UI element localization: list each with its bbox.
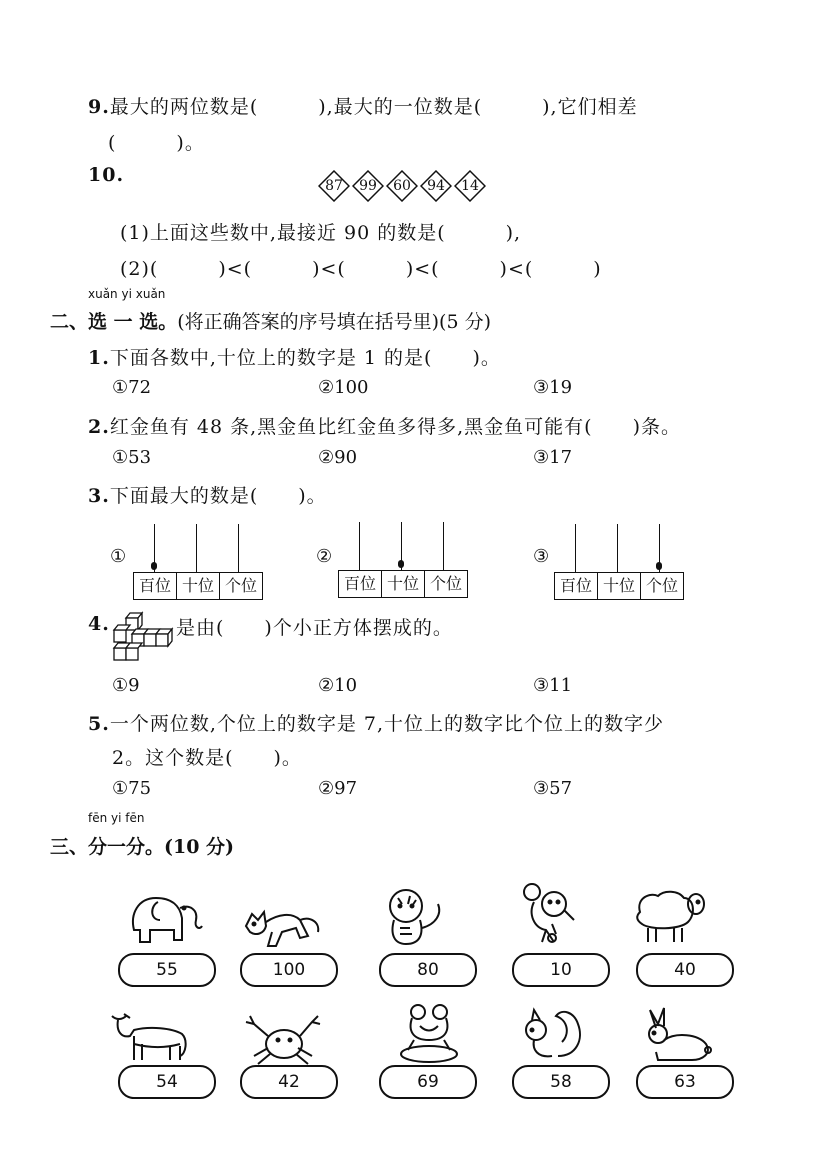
bead [398, 560, 404, 568]
question-10-part2: (2)( )<( )<( )<( )<( ) [120, 258, 602, 280]
option: ①75 [112, 778, 152, 799]
s2-question-4-text: 是由( )个小正方体摆成的。 [176, 617, 453, 639]
animal-number: 54 [118, 1065, 216, 1099]
diamond-number: 99 [352, 170, 384, 202]
diamond-number: 60 [386, 170, 418, 202]
bead [151, 562, 157, 570]
question-number: 10. [88, 164, 125, 186]
place-labels: 百位 十位 个位 [133, 572, 263, 600]
diamond-number: 87 [318, 170, 350, 202]
section-3-title: 三、分一分。(10 分) [50, 836, 235, 858]
option-mark: ③ [533, 546, 550, 567]
animal-number: 69 [379, 1065, 477, 1099]
question-10-number [88, 164, 124, 186]
question-9-line2: ( )。 [108, 132, 205, 154]
diamond-number: 94 [420, 170, 452, 202]
s2-question-2: 2.红金鱼有 48 条,黑金鱼比红金鱼多得多,黑金鱼可能有( )条。 [88, 416, 682, 438]
ox-icon [110, 1004, 190, 1068]
question-number: 9. [88, 96, 110, 118]
option: ②90 [318, 447, 358, 468]
animal-number: 63 [636, 1065, 734, 1099]
place-value-chart-1 [133, 524, 263, 602]
animal-number: 55 [118, 953, 216, 987]
option: ③11 [533, 675, 573, 696]
section-note: (将正确答案的序号填在括号里)(5 分) [177, 311, 492, 333]
rod-hundreds [575, 524, 576, 572]
crab-icon [244, 1008, 324, 1072]
section-2-pinyin: xuǎn yi xuǎn [88, 287, 166, 301]
option: ②97 [318, 778, 358, 799]
place-value-chart-3 [554, 524, 684, 602]
option: ②100 [318, 377, 369, 398]
rabbit-icon [636, 1006, 716, 1070]
monkey-icon [512, 880, 592, 944]
question-9 [88, 92, 638, 119]
option: ①72 [112, 377, 152, 398]
option: ①9 [112, 675, 140, 696]
option-mark: ② [316, 546, 333, 567]
s2-question-5-line2: 2。这个数是( )。 [112, 747, 302, 769]
tiger-icon [380, 884, 460, 948]
option: ②10 [318, 675, 358, 696]
option-mark: ① [110, 546, 127, 567]
elephant-icon [124, 884, 204, 948]
sheep-icon [630, 884, 710, 948]
s2-question-1: 1.下面各数中,十位上的数字是 1 的是( )。 [88, 347, 501, 369]
animal-number: 58 [512, 1065, 610, 1099]
s2-question-3: 3.下面最大的数是( )。 [88, 485, 327, 507]
number-diamonds [318, 170, 486, 202]
frog-icon [390, 1000, 470, 1064]
s2-question-5: 5.一个两位数,个位上的数字是 7,十位上的数字比个位上的数字少 [88, 713, 665, 735]
option: ③17 [533, 447, 573, 468]
option: ③57 [533, 778, 573, 799]
animal-number: 80 [379, 953, 477, 987]
section-2-heading [50, 307, 491, 334]
bead [656, 562, 662, 570]
place-value-chart-2 [338, 522, 468, 600]
squirrel-icon [512, 1000, 592, 1064]
animal-number: 42 [240, 1065, 338, 1099]
place-labels: 百位 十位 个位 [338, 570, 468, 598]
fox-icon [242, 892, 322, 956]
rod-ones [238, 524, 239, 572]
section-title: 二、选 一 选。 [50, 311, 178, 333]
diamond-number: 14 [454, 170, 486, 202]
rod-tens [196, 524, 197, 572]
rod-tens [617, 524, 618, 572]
rod-hundreds [359, 522, 360, 570]
animal-number: 100 [240, 953, 338, 987]
place-labels: 百位 十位 个位 [554, 572, 684, 600]
animal-number: 40 [636, 953, 734, 987]
section-3-pinyin: fēn yi fēn [88, 811, 145, 825]
question-10-part1: (1)上面这些数中,最接近 90 的数是( ), [120, 222, 522, 244]
option: ①53 [112, 447, 152, 468]
option: ③19 [533, 377, 573, 398]
animal-number: 10 [512, 953, 610, 987]
s2-question-4-number: 4. [88, 613, 110, 635]
question-text: 最大的两位数是( ),最大的一位数是( ),它们相差 [109, 96, 638, 118]
cube-stack-icon [112, 610, 176, 662]
rod-ones [443, 522, 444, 570]
